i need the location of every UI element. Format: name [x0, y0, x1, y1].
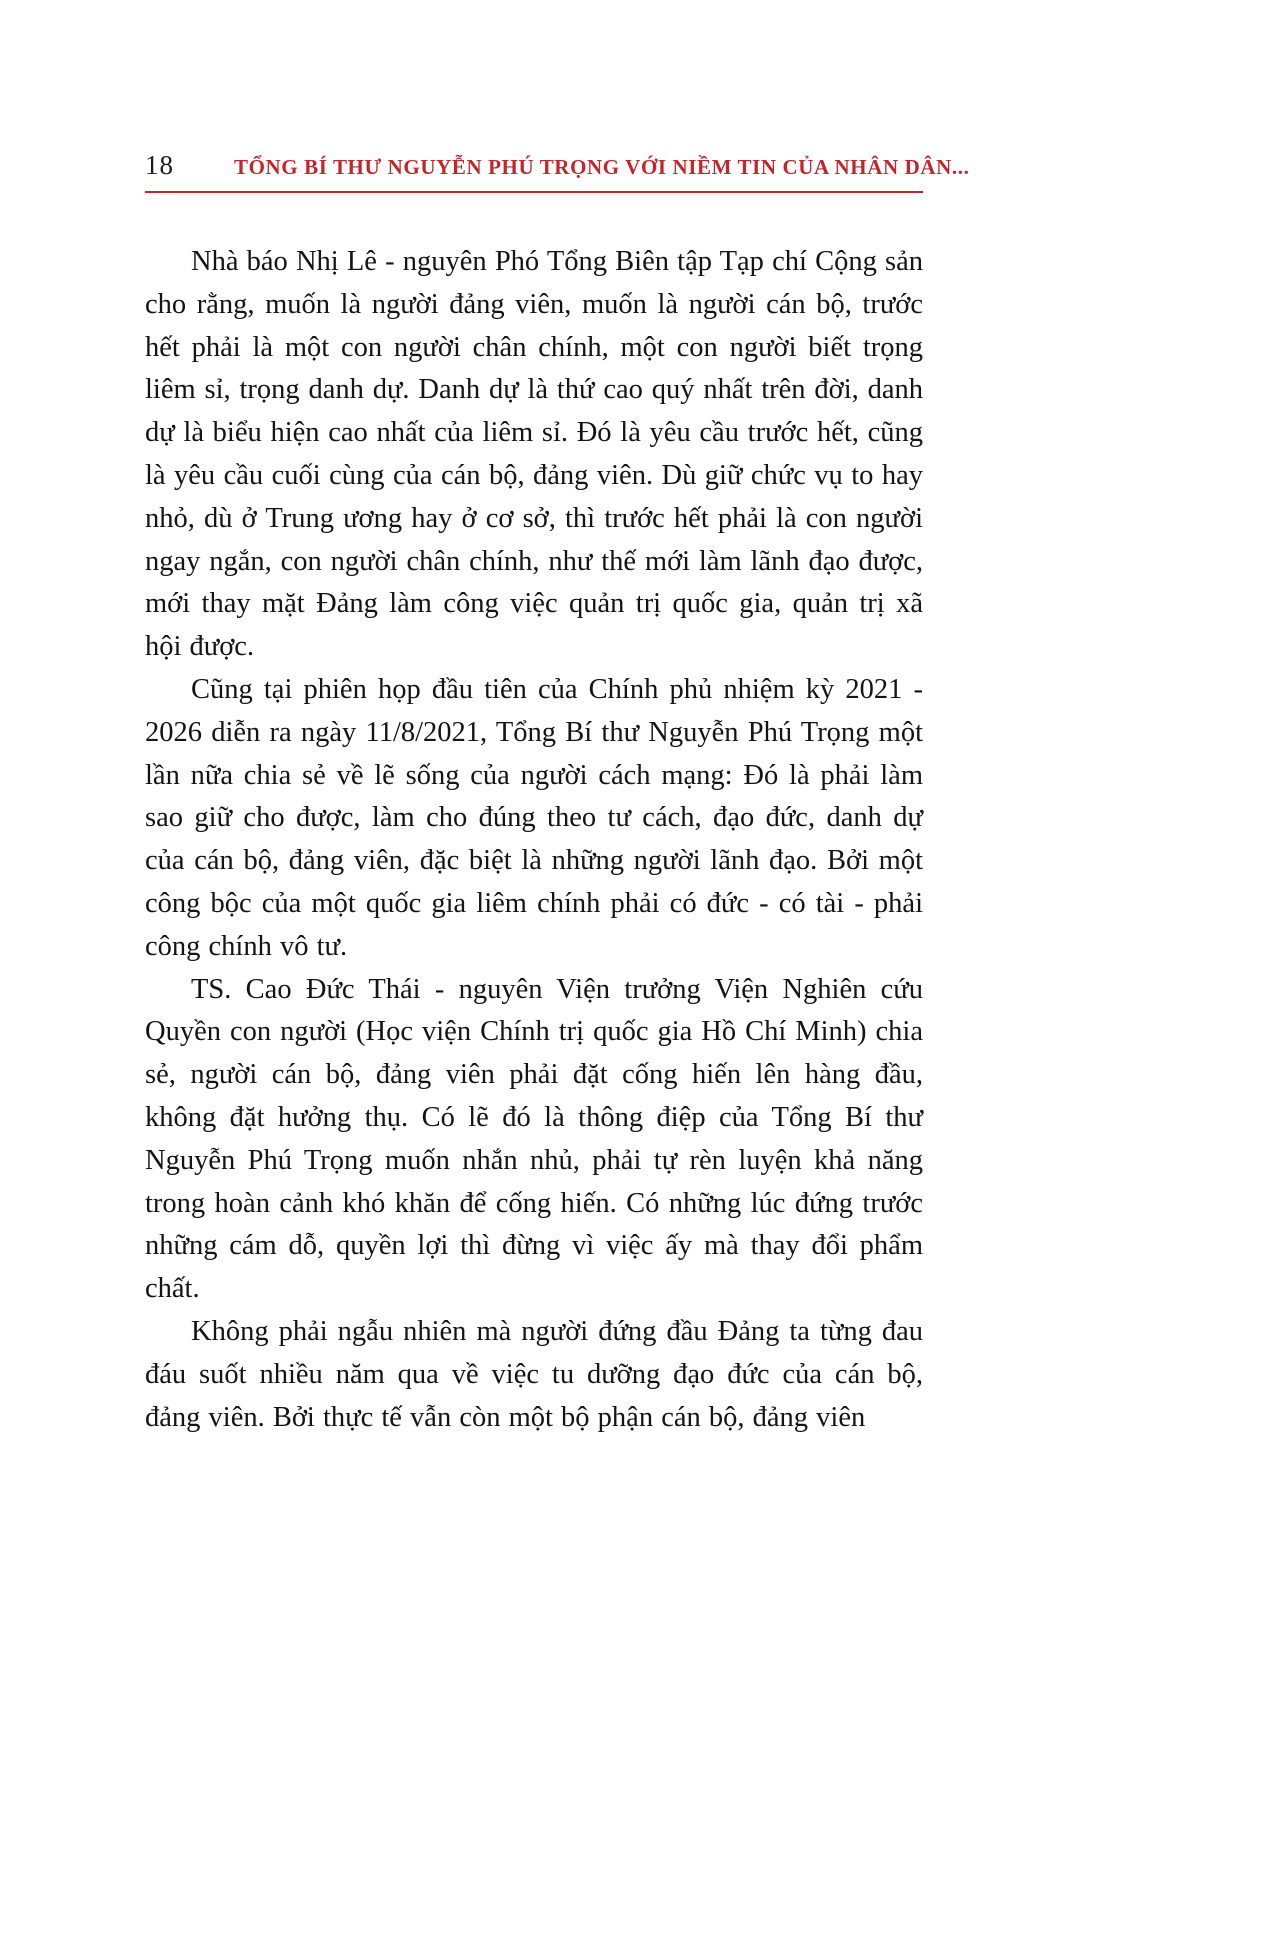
page-body — [145, 241, 923, 1439]
page-number: 18 — [145, 150, 174, 180]
paragraph-3: TS. Cao Đức Thái - nguyên Viện trưởng Viện Nghiên cứu Quyền con người (Học viện Chính trị quốc gia Hồ Chí Minh) chia sẻ, người cán bộ, đảng viên phải đặt cống hiến lên hàng đầu, không đặt hưởng thụ. Có lẽ đó là thông điệp của Tổng Bí thư Nguyễn Phú Trọng muốn nhắn nhủ, phải tự rèn luyện khả năng trong hoàn cảnh khó khăn để cống hiến. Có những lúc đứng trước những cám dỗ, quyền lợi thì đừng vì việc ấy mà thay đổi phẩm chất. — [145, 973, 923, 1305]
paragraph-2: Cũng tại phiên họp đầu tiên của Chính phủ nhiệm kỳ 2021 - 2026 diễn ra ngày 11/8/2021, Tổng Bí thư Nguyễn Phú Trọng một lần nữa chia sẻ về lẽ sống của người cách mạng: Đó là phải làm sao giữ cho được, làm cho đúng theo tư cách, đạo đức, danh dự của cán bộ, đảng viên, đặc biệt là những người lãnh đạo. Bởi một công bộc của một quốc gia liêm chính phải có đức - có tài - phải công chính vô tư. — [145, 673, 923, 962]
header-rule — [145, 191, 923, 193]
page-header — [145, 150, 970, 191]
paragraph-1: Nhà báo Nhị Lê - nguyên Phó Tổng Biên tập Tạp chí Cộng sản cho rằng, muốn là người đảng viên, muốn là người cán bộ, trước hết phải là một con người chân chính, một con người biết trọng liêm sỉ, trọng danh dự. Danh dự là thứ cao quý nhất trên đời, danh dự là biểu hiện cao nhất của liêm sỉ. Đó là yêu cầu trước hết, cũng là yêu cầu cuối cùng của cán bộ, đảng viên. Dù giữ chức vụ to hay nhỏ, dù ở Trung ương hay ở cơ sở, thì trước hết phải là con người ngay ngắn, con người chân chính, như thế mới làm lãnh đạo được, mới thay mặt Đảng làm công việc quản trị quốc gia, quản trị xã hội được. — [145, 246, 923, 663]
paragraph-4: Không phải ngẫu nhiên mà người đứng đầu Đảng ta từng đau đáu suốt nhiều năm qua về việc tu dưỡng đạo đức của cán bộ, đảng viên. Bởi thực tế vẫn còn một bộ phận cán bộ, đảng viên — [145, 1315, 923, 1433]
page-content — [145, 150, 970, 1439]
running-title: TỔNG BÍ THƯ NGUYỄN PHÚ TRỌNG VỚI NIỀM TIN CỦA NHÂN DÂN... — [234, 155, 970, 179]
